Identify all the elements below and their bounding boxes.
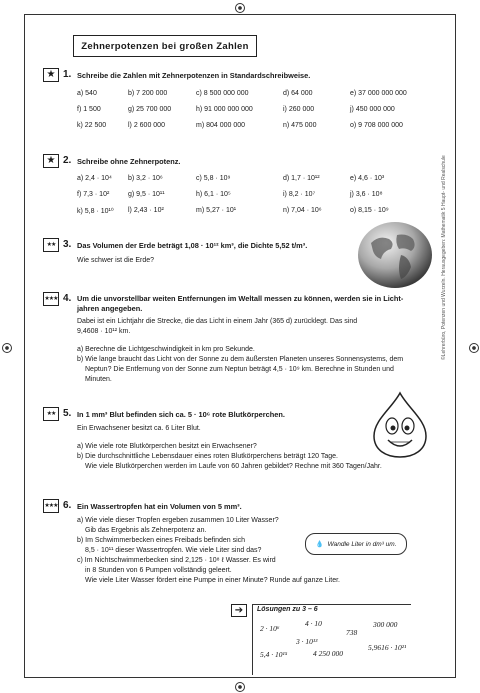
page-title: Zehnerpotenzen bei großen Zahlen bbox=[73, 35, 257, 57]
task-part-a: a) Wie viele dieser Tropfen ergeben zusammen 10 Liter Wasser? bbox=[77, 517, 279, 524]
task-part-c: Wie viele Liter Wasser fördert eine Pumpe in einer Minute? Runde auf ganze Liter. bbox=[85, 577, 340, 584]
task-item: a) 540 bbox=[77, 90, 97, 97]
task-item: b) 3,2 · 10⁶ bbox=[128, 175, 163, 182]
task-item: h) 6,1 · 10⁵ bbox=[196, 191, 231, 198]
task-item: b) 7 200 000 bbox=[128, 90, 168, 97]
arrow-right-icon: ➔ bbox=[231, 604, 247, 617]
hint-speech-bubble bbox=[305, 533, 407, 555]
task-item: n) 7,04 · 10⁶ bbox=[283, 207, 322, 214]
task-part-a: a) Berechne die Lichtgeschwindigkeit in km pro Sekunde. bbox=[77, 346, 255, 353]
task-item: g) 25 700 000 bbox=[128, 106, 172, 113]
task-number: 2. bbox=[63, 155, 72, 166]
task-item: n) 475 000 bbox=[283, 122, 317, 129]
task-part-b: 8,5 · 10¹¹ dieser Wassertropfen. Wie viele Liter sind das? bbox=[85, 547, 262, 554]
task-title: Ein Wassertropfen hat ein Volumen von 5 mm³. bbox=[77, 502, 242, 511]
task-item: l) 2 600 000 bbox=[128, 122, 165, 129]
difficulty-star-icon: ★ bbox=[43, 154, 59, 168]
earth-globe-image bbox=[357, 221, 433, 289]
blood-drop-mascot-image bbox=[368, 390, 432, 460]
solution-value: 5,4 · 10¹⁵ bbox=[260, 650, 288, 659]
task-text: Dabei ist ein Lichtjahr die Strecke, die das Licht in einem Jahr (365 d) zurücklegt. Das sind bbox=[77, 318, 358, 325]
task-text: 9,4608 · 10¹² km. bbox=[77, 328, 131, 335]
task-item: m) 804 000 000 bbox=[196, 122, 246, 129]
task-title: Schreibe ohne Zehnerpotenz. bbox=[77, 157, 181, 166]
task-title-line: jahren angegeben. bbox=[77, 304, 143, 313]
task-2-grid bbox=[77, 175, 430, 215]
task-part-a: a) Wie viele rote Blutkörperchen besitzt ein Erwachsener? bbox=[77, 443, 257, 450]
task-part-b: Wie viele Blutkörperchen werden im Laufe von 60 Jahren gebildet? Rechne mit 360 Tagen/Jahr. bbox=[85, 463, 382, 470]
solutions-box bbox=[252, 604, 411, 675]
task-1-grid bbox=[77, 90, 430, 129]
task-item: j) 3,6 · 10⁸ bbox=[350, 191, 383, 198]
registration-mark-right bbox=[469, 343, 479, 353]
task-item: f) 1 500 bbox=[77, 106, 101, 113]
task-item: a) 2,4 · 10⁴ bbox=[77, 175, 112, 182]
task-number: 5. bbox=[63, 408, 72, 419]
solution-value: 2 · 10⁶ bbox=[260, 624, 280, 633]
task-text: Wie schwer ist die Erde? bbox=[77, 257, 155, 264]
registration-mark-left bbox=[2, 343, 12, 353]
difficulty-star-icon: ★ bbox=[43, 68, 59, 82]
task-part-c: c) Im Nichtschwimmerbecken sind 2,125 · 10⁸ ℓ Wasser. Es wird bbox=[77, 557, 276, 564]
task-title: Das Volumen der Erde beträgt 1,08 · 10¹² km³, die Dichte 5,52 t/m³. bbox=[77, 241, 308, 250]
task-item: d) 64 000 bbox=[283, 90, 313, 97]
task-part-b: b) Im Schwimmerbecken eines Freibads befinden sich bbox=[77, 537, 246, 544]
solution-value: 300 000 bbox=[373, 620, 398, 629]
solution-value: 3 · 10¹³ bbox=[296, 637, 318, 646]
task-item: h) 91 000 000 000 bbox=[196, 106, 253, 113]
task-item: c) 5,8 · 10⁹ bbox=[196, 175, 231, 182]
task-text: Ein Erwachsener besitzt ca. 6 Liter Blut. bbox=[77, 425, 201, 432]
task-item: o) 8,15 · 10⁹ bbox=[350, 207, 389, 214]
task-item: l) 2,43 · 10² bbox=[128, 207, 164, 214]
task-number: 4. bbox=[63, 293, 72, 304]
solution-value: 738 bbox=[346, 628, 358, 637]
solutions-title: Lösungen zu 3 – 6 bbox=[257, 606, 318, 613]
task-item: k) 5,8 · 10¹⁰ bbox=[77, 208, 114, 215]
registration-mark-top bbox=[235, 3, 245, 13]
task-title: In 1 mm³ Blut befinden sich ca. 5 · 10⁶ rote Blutkörperchen. bbox=[77, 410, 285, 419]
solution-value: 4 250 000 bbox=[313, 649, 343, 658]
task-item: d) 1,7 · 10¹² bbox=[283, 175, 320, 182]
water-drop-icon: 💧 bbox=[315, 541, 324, 548]
task-part-a: Gib das Ergebnis als Zehnerpotenz an. bbox=[85, 527, 207, 534]
task-item: i) 260 000 bbox=[283, 106, 315, 113]
task-item: j) 450 000 000 bbox=[350, 106, 395, 113]
task-number: 1. bbox=[63, 69, 72, 80]
difficulty-two-stars-icon: ★★ bbox=[43, 407, 59, 421]
registration-mark-bottom bbox=[235, 682, 245, 692]
task-item: e) 4,6 · 10³ bbox=[350, 175, 385, 182]
difficulty-three-stars-icon: ★★★ bbox=[43, 292, 59, 306]
task-item: o) 9 708 000 000 bbox=[350, 122, 403, 129]
task-part-b: b) Wie lange braucht das Licht von der Sonne zu dem äußersten Planeten unseres Sonnensystems, dem bbox=[77, 356, 404, 363]
difficulty-two-stars-icon: ★★ bbox=[43, 238, 59, 252]
task-part-b: Minuten. bbox=[85, 376, 112, 383]
task-item: c) 8 500 000 000 bbox=[196, 90, 249, 97]
task-item: k) 22 500 bbox=[77, 122, 107, 129]
task-item: m) 5,27 · 10¹ bbox=[196, 207, 237, 214]
task-item: f) 7,3 · 10² bbox=[77, 191, 110, 198]
task-part-b: b) Die durchschnittliche Lebensdauer eines roten Blutkörperchens beträgt 120 Tage. bbox=[77, 453, 338, 460]
solution-value: 5,9616 · 10²¹ bbox=[368, 643, 407, 652]
task-title: Schreibe die Zahlen mit Zehnerpotenzen in Standardschreibweise. bbox=[77, 71, 311, 80]
task-item: g) 9,5 · 10¹¹ bbox=[128, 191, 165, 198]
solution-value: 4 · 10 bbox=[305, 619, 322, 628]
task-number: 6. bbox=[63, 500, 72, 511]
difficulty-three-stars-icon: ★★★ bbox=[43, 499, 59, 513]
task-item: e) 37 000 000 000 bbox=[350, 90, 407, 97]
task-title-line: Um die unvorstellbar weiten Entfernungen im Weltall messen zu können, werden sie in Licht- bbox=[77, 294, 404, 303]
task-part-c: in 8 Stunden von 6 Pumpen vollständig geleert. bbox=[85, 567, 232, 574]
hint-text: Wandle Liter in dm³ um. bbox=[327, 540, 397, 548]
copyright-side-text: ©Lehrerbüro, Potenzen und Wurzeln. Herausgegeben: Mathematik 5 Haupt- und Realschule bbox=[441, 155, 447, 360]
task-item: i) 8,2 · 10⁷ bbox=[283, 191, 316, 198]
task-number: 3. bbox=[63, 239, 72, 250]
task-part-b: Neptun? Die Entfernung von der Sonne zum Neptun beträgt 4,5 · 10⁹ km. Berechne in Stunden und bbox=[85, 366, 394, 373]
